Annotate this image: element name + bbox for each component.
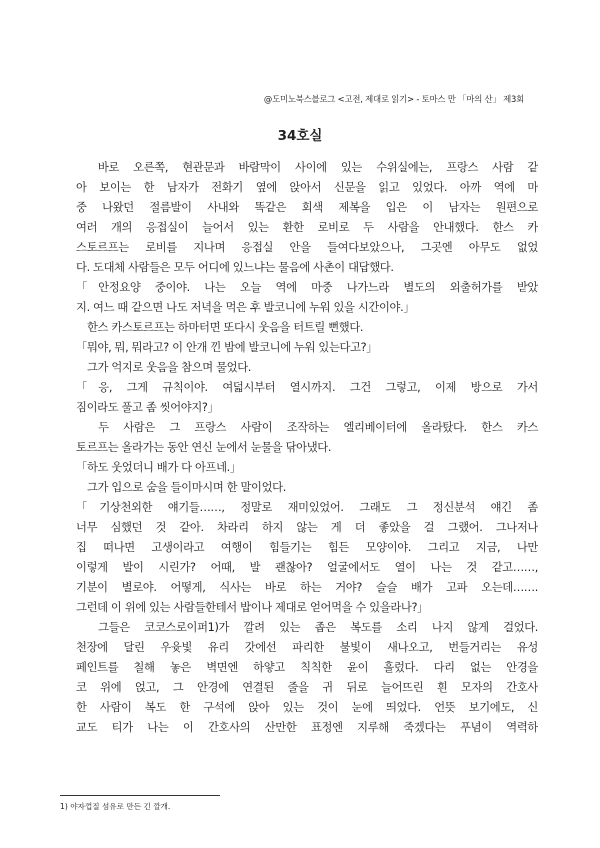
text-line: 「기상천외한 얘기들……, 정말로 재미있었어. 그래도 그 정신분석 얘긴 좀 xyxy=(76,501,538,514)
text-line: 토르프는 올라가는 동안 연신 눈에서 눈물을 닦아냈다. xyxy=(76,441,332,454)
text-line: 그런데 이 위에 있는 사람들한테서 밥이나 제대로 얻어먹을 수 있을라나?」 xyxy=(76,601,429,614)
text-line: 코 위에 얹고, 그 안경에 연결된 줄을 귀 뒤로 늘어뜨린 흰 모자의 간호사 xyxy=(76,681,538,694)
text-line: 그가 입으로 숨을 들이마시며 한 말이었다. xyxy=(76,481,286,494)
text-line: 천장에 달린 우윳빛 유리 갓에선 파리한 불빛이 새나오고, 번들거리는 유성 xyxy=(76,641,538,654)
chapter-title: 34호실 xyxy=(277,128,323,144)
text-line: 「응, 그게 규칙이야. 여덟시부터 열시까지. 그건 그렇고, 이제 방으로 가서 xyxy=(76,381,538,394)
text-line: 그들은 코코스로이퍼1)가 깔려 있는 좁은 복도를 소리 나지 않게 걸었다. xyxy=(76,621,538,634)
text-line: 두 사람은 그 프랑스 사람이 조작하는 엘리베이터에 올라탔다. 한스 카스 xyxy=(76,421,538,434)
text-line: 한 사람이 복도 한 구석에 앉아 있는 것이 눈에 띄었다. 언뜻 보기에도, 신 xyxy=(76,701,538,714)
footnote: 1) 야자껍질 섬유로 만든 긴 깔개. xyxy=(60,802,171,811)
text-line: 한스 카스토르프는 하마터면 또다시 웃음을 터트릴 뻔했다. xyxy=(76,321,364,334)
text-line: 여러 개의 응접실이 늘어서 있는 환한 로비로 두 사람을 안내했다. 한스 카 xyxy=(76,221,538,234)
text-line: 이렇게 발이 시린가? 어때, 발 괜찮아? 얼굴에서도 열이 나는 것 같고……, xyxy=(76,561,538,574)
page-header: @도미노북스블로그 <고전, 제대로 읽기> - 토마스 만 「마의 산」 제3회 xyxy=(263,94,524,104)
text-line: 「뭐야, 뭐, 뭐라고? 이 안개 낀 밤에 발코니에 누워 있는다고?」 xyxy=(76,341,378,354)
body-text xyxy=(76,158,538,738)
text-line: 페인트를 칠해 놓은 벽면엔 하얗고 칙칙한 윤이 흘렀다. 다리 없는 안경을 xyxy=(76,661,538,674)
text-line: 그가 억지로 웃음을 참으며 물었다. xyxy=(76,361,252,374)
text-line: 교도 티가 나는 이 간호사의 산만한 표정엔 지루해 죽겠다는 푸념이 역력하 xyxy=(76,721,538,734)
text-line: 아 보이는 한 남자가 전화기 옆에 앉아서 신문을 읽고 있었다. 아까 역에 마 xyxy=(76,181,538,194)
text-line: 기분이 별로야. 어떻게, 식사는 바로 하는 거야? 슬슬 배가 고파 오는데……. xyxy=(76,581,538,594)
text-line: 지. 여느 때 같으면 나도 저녁을 먹은 후 발코니에 누워 있을 시간이야.」 xyxy=(76,301,415,314)
text-line: 짐이라도 풀고 좀 씻어야지?」 xyxy=(76,401,219,414)
text-line: 「하도 웃었더니 배가 다 아프네.」 xyxy=(76,461,241,474)
footnote-divider xyxy=(60,795,220,796)
text-line: 집 떠나면 고생이라고 여행이 힘들기는 힘든 모양이야. 그리고 지금, 나만 xyxy=(76,541,538,554)
text-line: 스토르프는 로비를 지나며 응접실 안을 들여다보았으나, 그곳엔 아무도 없었 xyxy=(76,241,538,254)
text-line: 중 나왔던 절름발이 사내와 똑같은 회색 제복을 입은 이 남자는 원편으로 xyxy=(76,201,538,214)
text-line: 바로 오른쪽, 현관문과 바람막이 사이에 있는 수위실에는, 프랑스 사람 같 xyxy=(76,161,538,174)
text-line: 「안정요양 중이야. 나는 오늘 역에 마중 나가느라 별도의 외출허가를 받았 xyxy=(76,281,538,294)
text-line: 다. 도대체 사람들은 모두 어디에 있느냐는 물음에 사촌이 대답했다. xyxy=(76,261,394,274)
text-line: 너무 심했던 것 같아. 차라리 하지 않는 게 더 좋았을 걸 그랬어. 그나저나 xyxy=(76,521,538,534)
